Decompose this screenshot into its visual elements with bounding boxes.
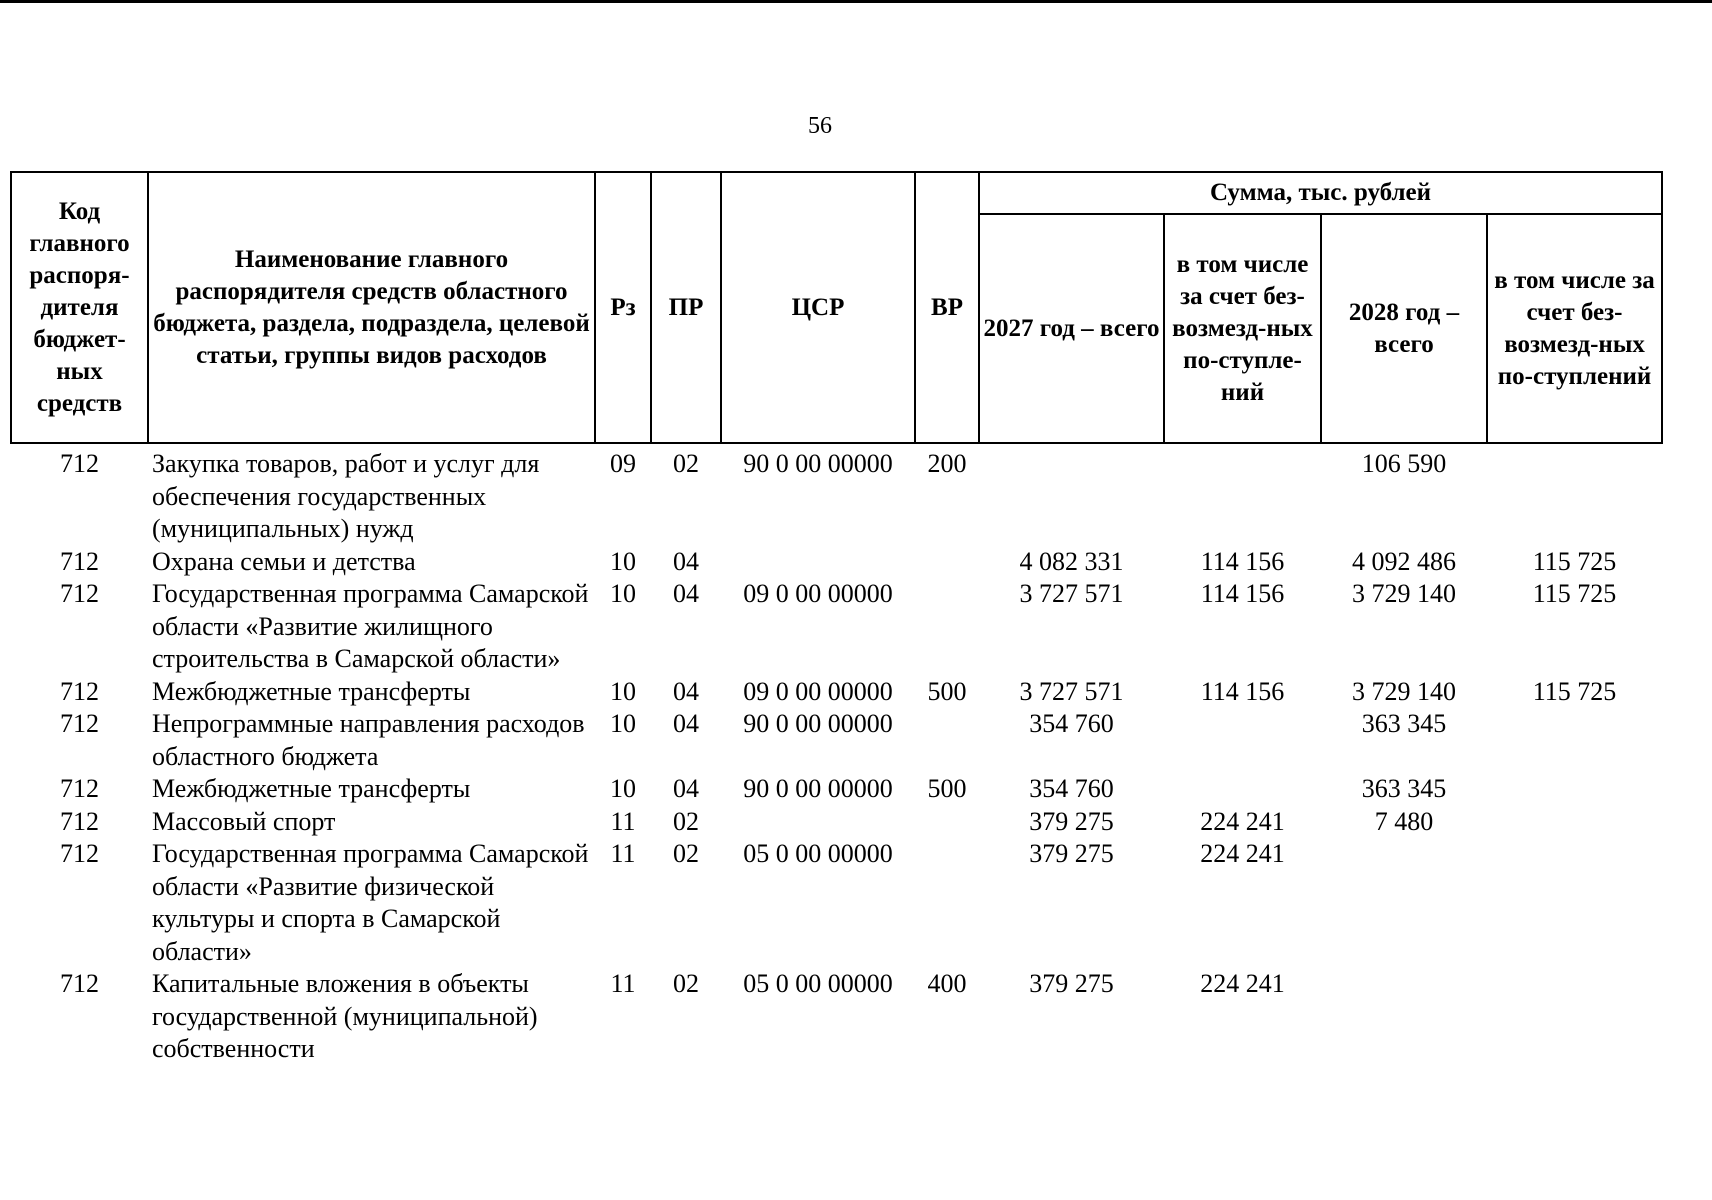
cell-rz: 11	[610, 839, 636, 868]
cell-vr: 500	[927, 774, 967, 803]
cell-2028-total: 363 345	[1361, 774, 1447, 803]
cell-2028-total: 106 590	[1361, 449, 1447, 478]
cell-rz: 11	[610, 969, 636, 998]
cell-csr	[721, 546, 915, 579]
cell-vr: 400	[927, 969, 967, 998]
cell-code: 712	[60, 969, 99, 998]
cell-vr: 200	[927, 449, 967, 478]
cell-2027-grants: 114 156	[1200, 579, 1285, 608]
cell-2028-grants	[1487, 443, 1662, 546]
cell-vr	[915, 806, 979, 839]
cell-2027-grants	[1164, 773, 1321, 806]
cell-2028-total	[1321, 838, 1487, 968]
cell-code: 712	[60, 806, 99, 836]
cell-csr	[721, 806, 915, 839]
cell-2028-total: 3 729 140	[1352, 579, 1456, 608]
cell-name: Межбюджетные трансферты	[152, 676, 471, 706]
cell-2027-total: 379 275	[1029, 969, 1114, 998]
header-2027-grants: в том числе за счет без-возмезд-ных по-ступле-ний	[1164, 214, 1321, 443]
cell-2028-grants: 115 725	[1532, 579, 1617, 608]
cell-name: Капитальные вложения в объекты государственной (муниципальной) собственности	[152, 969, 538, 1063]
cell-rz: 10	[610, 546, 636, 576]
cell-2028-total: 4 092 486	[1352, 546, 1456, 576]
cell-2028-grants: 115 725	[1532, 546, 1617, 576]
cell-2028-grants	[1487, 968, 1662, 1066]
table-header	[11, 172, 1662, 443]
top-border-line	[0, 0, 1712, 3]
page-number: 56	[808, 113, 832, 139]
cell-pr: 02	[673, 449, 699, 478]
table-row	[11, 708, 1662, 773]
cell-rz: 11	[610, 806, 636, 836]
cell-pr: 04	[673, 774, 699, 803]
cell-name: Закупка товаров, работ и услуг для обеспечения государственных (муниципальных) нужд	[152, 449, 540, 543]
cell-2027-total: 3 727 571	[1019, 676, 1124, 706]
cell-vr: 500	[927, 676, 967, 706]
table-row	[11, 773, 1662, 806]
cell-2027-total: 354 760	[1029, 709, 1114, 738]
cell-rz: 09	[610, 449, 636, 478]
cell-rz: 10	[610, 676, 636, 706]
cell-2028-total: 7 480	[1374, 806, 1434, 836]
header-name: Наименование главного распорядителя средств областного бюджета, раздела, подраздела, целевой статьи, группы видов расходов	[148, 172, 595, 443]
budget-table	[10, 171, 1663, 1066]
cell-2028-total: 363 345	[1361, 709, 1447, 738]
header-csr: ЦСР	[721, 172, 915, 443]
header-2028-total: 2028 год – всего	[1321, 214, 1487, 443]
cell-csr: 09 0 00 00000	[743, 579, 893, 608]
cell-rz: 10	[610, 709, 636, 738]
header-rz: Рз	[595, 172, 651, 443]
cell-2028-total: 3 729 140	[1352, 676, 1456, 706]
cell-2028-grants	[1487, 773, 1662, 806]
cell-vr	[915, 578, 979, 676]
cell-pr: 02	[673, 969, 699, 998]
table-body	[11, 443, 1662, 1066]
cell-2027-grants: 224 241	[1200, 969, 1285, 998]
cell-2027-total: 3 727 571	[1019, 579, 1124, 608]
header-vr: ВР	[915, 172, 979, 443]
cell-code: 712	[60, 839, 99, 868]
header-2028-grants: в том числе за счет без-возмезд-ных по-ступлений	[1487, 214, 1662, 443]
cell-code: 712	[60, 709, 99, 738]
cell-vr	[915, 708, 979, 773]
header-code: Код главного распоря-дителя бюджет-ных средств	[11, 172, 148, 443]
cell-2028-total	[1321, 968, 1487, 1066]
cell-2027-total	[979, 443, 1164, 546]
cell-csr: 90 0 00 00000	[743, 449, 893, 478]
cell-rz: 10	[610, 774, 636, 803]
cell-name: Государственная программа Самарской области «Развитие физической культуры и спорта в Самарской области»	[152, 839, 589, 966]
table-row	[11, 806, 1662, 839]
cell-2027-grants	[1164, 443, 1321, 546]
cell-name: Массовый спорт	[152, 806, 336, 836]
cell-2028-grants	[1487, 708, 1662, 773]
cell-csr: 05 0 00 00000	[743, 839, 893, 868]
cell-2027-grants: 224 241	[1200, 806, 1285, 836]
cell-2027-grants	[1164, 708, 1321, 773]
cell-code: 712	[60, 449, 99, 478]
cell-pr: 02	[673, 839, 699, 868]
cell-name: Межбюджетные трансферты	[152, 774, 471, 803]
cell-2027-grants: 114 156	[1200, 676, 1285, 706]
cell-pr: 04	[673, 546, 699, 576]
table-row	[11, 968, 1662, 1066]
cell-pr: 04	[673, 579, 699, 608]
table-row	[11, 443, 1662, 546]
table-row	[11, 676, 1662, 709]
cell-csr: 90 0 00 00000	[743, 709, 893, 738]
table-row	[11, 578, 1662, 676]
cell-2027-total: 354 760	[1029, 774, 1114, 803]
cell-code: 712	[60, 774, 99, 803]
cell-csr: 90 0 00 00000	[743, 774, 893, 803]
cell-pr: 02	[673, 806, 699, 836]
table-row	[11, 838, 1662, 968]
cell-code: 712	[60, 546, 99, 576]
cell-2027-grants: 224 241	[1200, 839, 1285, 868]
cell-2027-total: 4 082 331	[1019, 546, 1124, 576]
cell-2027-grants: 114 156	[1200, 546, 1285, 576]
cell-csr: 05 0 00 00000	[743, 969, 893, 998]
cell-2027-total: 379 275	[1029, 806, 1114, 836]
cell-2027-total: 379 275	[1029, 839, 1114, 868]
cell-name: Непрограммные направления расходов областного бюджета	[152, 709, 585, 771]
cell-vr	[915, 546, 979, 579]
cell-pr: 04	[673, 676, 699, 706]
cell-2028-grants	[1487, 806, 1662, 839]
cell-rz: 10	[610, 579, 636, 608]
header-2027-total: 2027 год – всего	[979, 214, 1164, 443]
table-row	[11, 546, 1662, 579]
cell-name: Государственная программа Самарской области «Развитие жилищного строительства в Самарской области»	[152, 579, 589, 673]
cell-code: 712	[60, 579, 99, 608]
cell-name: Охрана семьи и детства	[152, 546, 416, 576]
cell-csr: 09 0 00 00000	[743, 676, 893, 706]
cell-pr: 04	[673, 709, 699, 738]
header-pr: ПР	[651, 172, 721, 443]
cell-2028-grants	[1487, 838, 1662, 968]
cell-2028-grants: 115 725	[1532, 676, 1617, 706]
header-sum-group: Сумма, тыс. рублей	[979, 172, 1662, 214]
cell-code: 712	[60, 676, 99, 706]
cell-vr	[915, 838, 979, 968]
